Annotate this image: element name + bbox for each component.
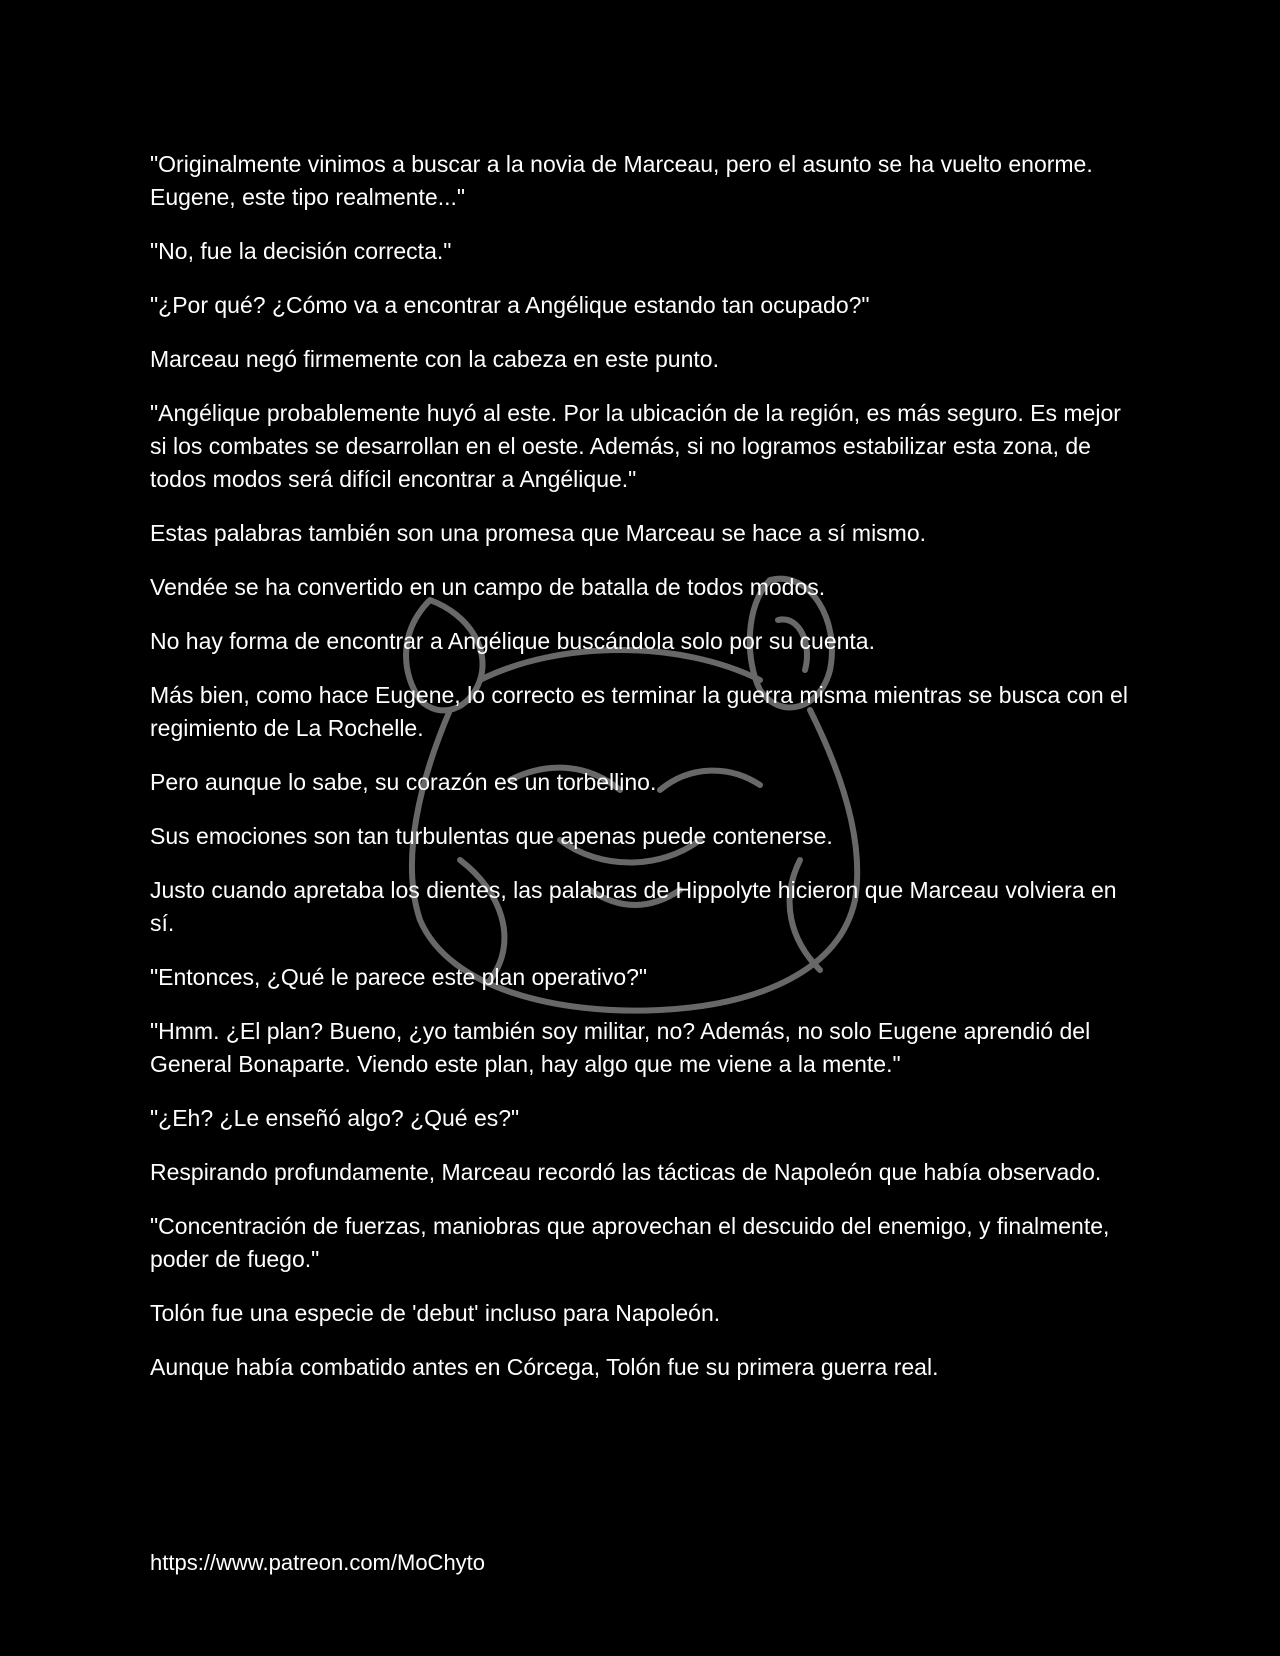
paragraph: Justo cuando apretaba los dientes, las palabras de Hippolyte hicieron que Marceau volviera en sí. [150,877,1117,936]
paragraph: "No, fue la decisión correcta." [150,238,452,264]
paragraph: Sus emociones son tan turbulentas que apenas puede contenerse. [150,823,833,849]
paragraph: "¿Eh? ¿Le enseñó algo? ¿Qué es?" [150,1105,520,1131]
paragraph: No hay forma de encontrar a Angélique buscándola solo por su cuenta. [150,628,875,654]
paragraph: "Hmm. ¿El plan? Bueno, ¿yo también soy militar, no? Además, no solo Eugene aprendió del General Bonaparte. Viendo este plan, hay algo que me viene a la mente." [150,1018,1091,1077]
paragraph: Tolón fue una especie de 'debut' incluso para Napoleón. [150,1300,721,1326]
paragraph: Respirando profundamente, Marceau recordó las tácticas de Napoleón que había observado. [150,1159,1102,1185]
paragraph: Marceau negó firmemente con la cabeza en este punto. [150,346,719,372]
paragraph: Aunque había combatido antes en Córcega, Tolón fue su primera guerra real. [150,1354,939,1380]
paragraph: "Concentración de fuerzas, maniobras que aprovechan el descuido del enemigo, y finalmente, poder de fuego." [150,1213,1110,1272]
paragraph: Estas palabras también son una promesa que Marceau se hace a sí mismo. [150,520,927,546]
patreon-link[interactable]: https://www.patreon.com/MoChyto [150,1550,486,1575]
paragraph: Pero aunque lo sabe, su corazón es un torbellino. [150,769,657,795]
paragraph: Vendée se ha convertido en un campo de batalla de todos modos. [150,574,826,600]
paragraph: "Originalmente vinimos a buscar a la novia de Marceau, pero el asunto se ha vuelto enorme. Eugene, este tipo realmente..." [150,151,1093,210]
paragraph: "Angélique probablemente huyó al este. Por la ubicación de la región, es más seguro. Es mejor si los combates se desarrollan en el oeste. Además, si no logramos estabilizar esta zona, de todos modos será difícil encontrar a Angélique." [150,400,1121,492]
paragraph: Más bien, como hace Eugene, lo correcto es terminar la guerra misma mientras se busca con el regimiento de La Rochelle. [150,682,1128,741]
paragraph: "¿Por qué? ¿Cómo va a encontrar a Angélique estando tan ocupado?" [150,292,870,318]
paragraph: "Entonces, ¿Qué le parece este plan operativo?" [150,964,648,990]
chapter-text [150,148,1140,1405]
